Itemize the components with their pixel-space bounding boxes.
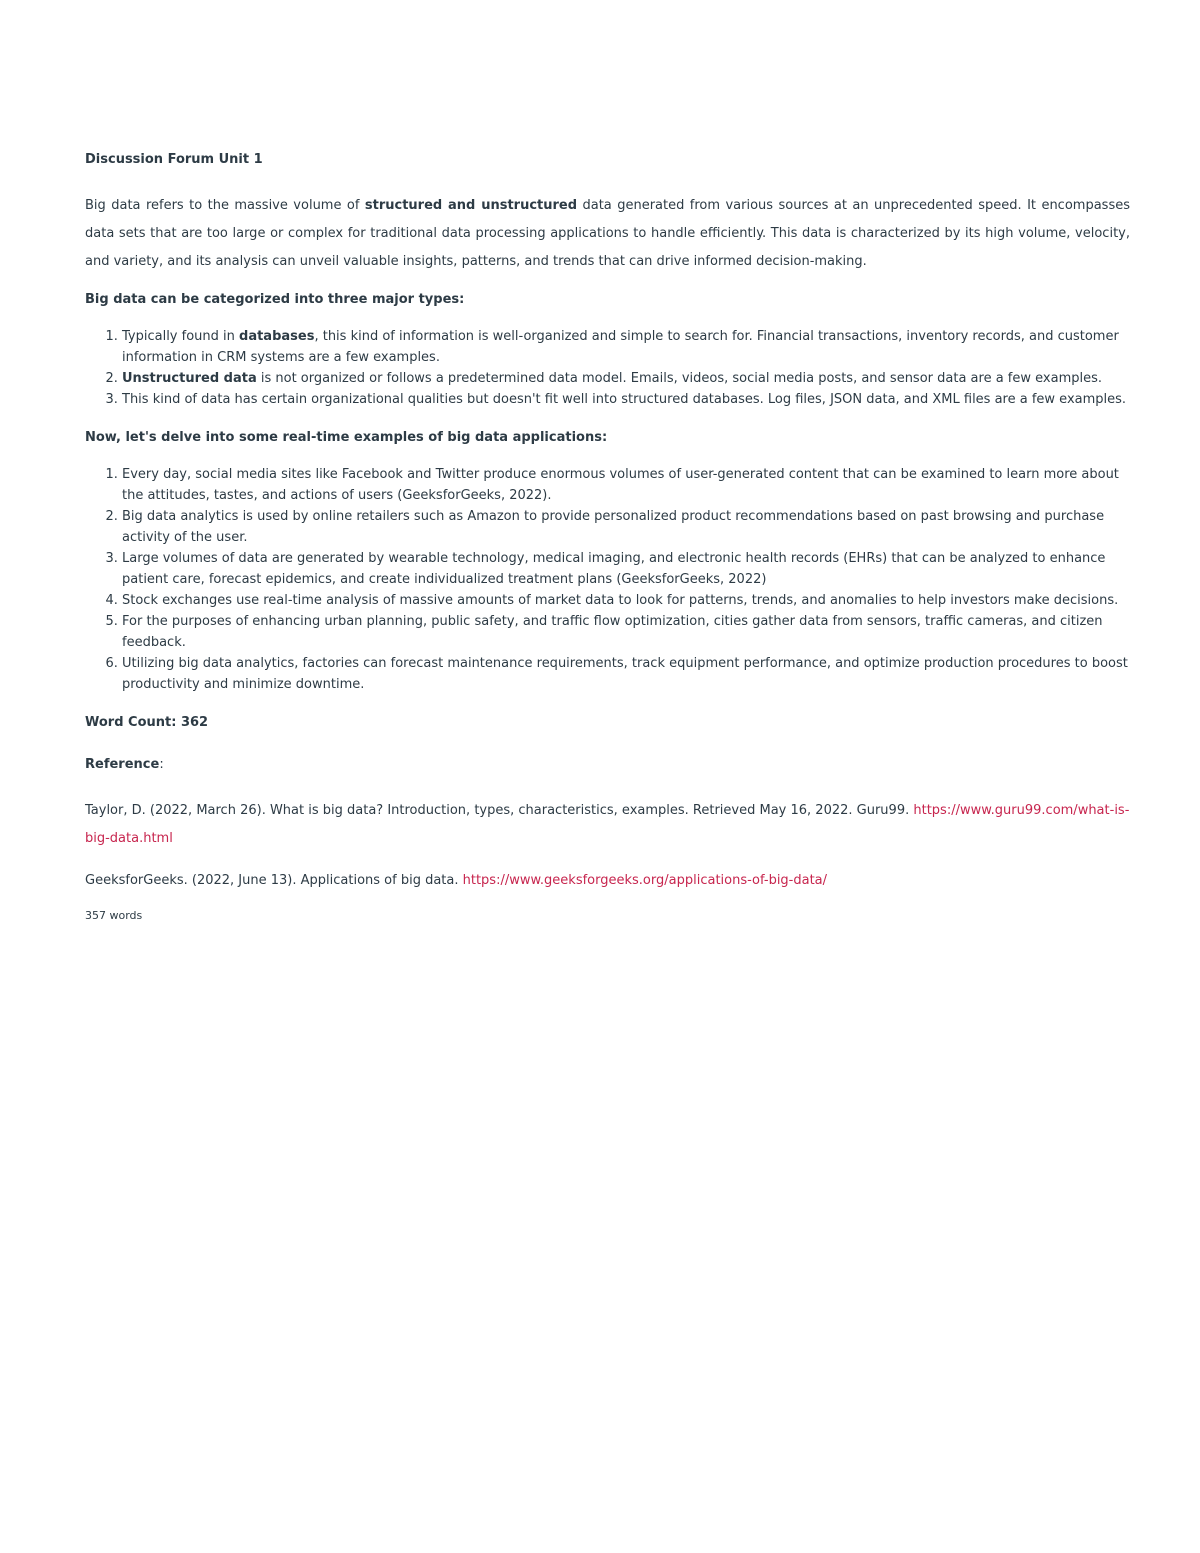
types-heading: Big data can be categorized into three major types: <box>85 292 465 307</box>
reference-label: Reference: <box>85 757 164 772</box>
list-item: 3. Large volumes of data are generated by wearable technology, medical imaging, and electronic health records (EHRs) that can be analyzed to enhance patient care, forecast epidemics, and create individualized treatment plans (GeeksforGeeks, 2022) <box>122 548 1130 590</box>
word-count: Word Count: 362 <box>85 715 209 730</box>
reference-link[interactable]: https://www.guru99.com/what-is-big-data.html <box>85 803 1130 846</box>
list-item: 1. Every day, social media sites like Facebook and Twitter produce enormous volumes of user-generated content that can be examined to learn more about the attitudes, tastes, and actions of users (GeeksforGeeks, 2022). <box>122 464 1130 506</box>
list-item: 4. Stock exchanges use real-time analysis of massive amounts of market data to look for patterns, trends, and anomalies to help investors make decisions. <box>122 590 1130 611</box>
list-item: 6. Utilizing big data analytics, factories can forecast maintenance requirements, track equipment performance, and optimize production procedures to boost productivity and minimize downtime. <box>122 653 1130 695</box>
types-list <box>85 326 1130 410</box>
page-title: Discussion Forum Unit 1 <box>85 152 263 167</box>
reference-link[interactable]: https://www.geeksforgeeks.org/applications-of-big-data/ <box>462 873 828 888</box>
list-item: 3. This kind of data has certain organizational qualities but doesn't fit well into structured databases. Log files, JSON data, and XML files are a few examples. <box>122 389 1130 410</box>
list-item: 5. For the purposes of enhancing urban planning, public safety, and traffic flow optimization, cities gather data from sensors, traffic cameras, and citizen feedback. <box>122 611 1130 653</box>
words-footer: 357 words <box>85 909 143 922</box>
intro-bold: structured and unstructured <box>364 198 578 213</box>
examples-list <box>85 464 1130 695</box>
reference-entry: Taylor, D. (2022, March 26). What is big data? Introduction, types, characteristics, examples. Retrieved May 16, 2022. Guru99. https://www.guru99.com/what-is-big-data.html <box>85 803 1130 846</box>
list-item: 2. Unstructured data is not organized or follows a predetermined data model. Emails, videos, social media posts, and sensor data are a few examples. <box>122 368 1130 389</box>
reference-entry: GeeksforGeeks. (2022, June 13). Applications of big data. https://www.geeksforgeeks.org/applications-of-big-data/ <box>85 873 828 888</box>
list-item: 1. Typically found in databases, this kind of information is well-organized and simple to search for. Financial transactions, inventory records, and customer information in CRM systems are a few examples. <box>122 326 1130 368</box>
examples-heading: Now, let's delve into some real-time examples of big data applications: <box>85 430 608 445</box>
document-page <box>85 150 1130 923</box>
list-item: 2. Big data analytics is used by online retailers such as Amazon to provide personalized product recommendations based on past browsing and purchase activity of the user. <box>122 506 1130 548</box>
intro-paragraph: Big data refers to the massive volume of structured and unstructured data generated from various sources at an unprecedented speed. It encompasses data sets that are too large or complex for traditional data processing applications to handle efficiently. This data is characterized by its high volume, velocity, and variety, and its analysis can unveil valuable insights, patterns, and trends that can drive informed decision-making. <box>85 198 1130 269</box>
